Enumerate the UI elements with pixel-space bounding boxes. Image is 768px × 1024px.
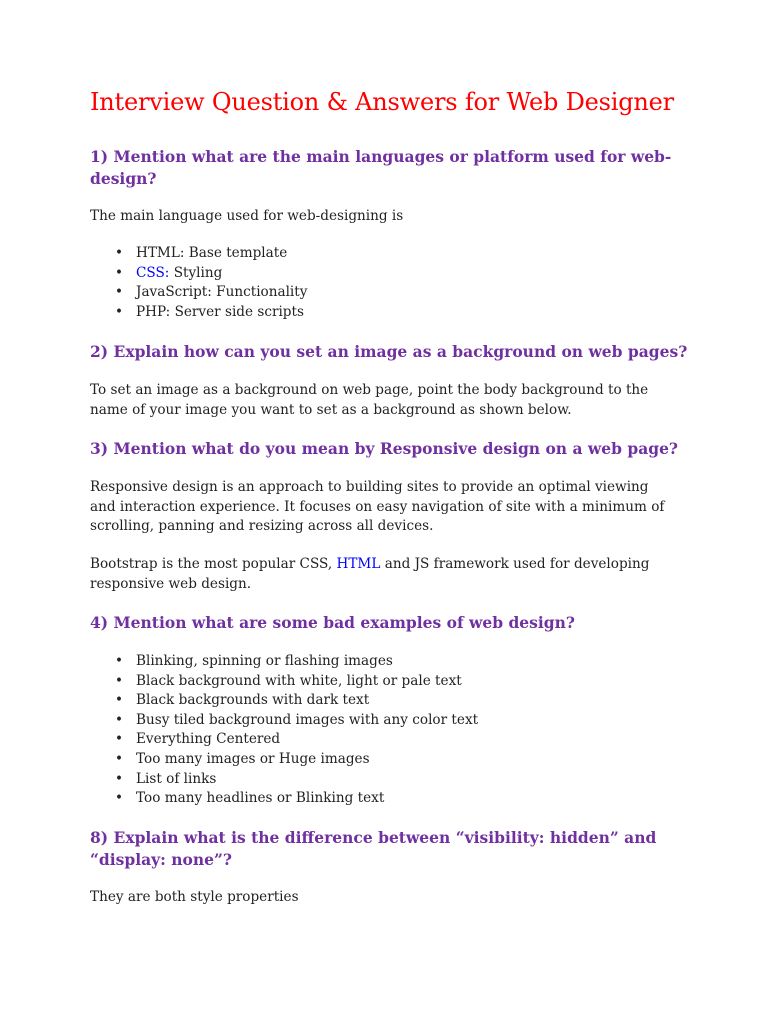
list-item [90,691,478,711]
list-item [90,750,478,770]
answer-line: Bootstrap is the most popular CSS, [90,556,337,572]
bullet: • [115,245,124,261]
bullet: • [115,672,124,689]
question-1-line-1: 1) Mention what are the main languages or platform used for web- [90,147,672,166]
list-item-text: Busy tiled background images with any color text [136,711,479,728]
question-1-heading [90,146,690,190]
answer-line: responsive web design. [90,575,252,592]
list-item-text: PHP: Server side scripts [136,303,304,320]
bullet: • [115,264,124,281]
list-item [90,244,307,264]
css-link[interactable]: CSS: [136,264,170,281]
question-1-line-2: design? [90,169,157,188]
list-item [90,770,478,790]
list-item [90,283,307,303]
list-item-text: Everything Centered [136,731,281,748]
bullet: • [115,750,124,767]
html-link[interactable]: HTML [336,556,381,572]
bootstrap-paragraph [90,555,690,594]
bad-examples-list [90,652,478,809]
list-item-text: JavaScript: Functionality [136,284,308,301]
list-item [90,264,307,284]
list-item-text: Blinking, spinning or flashing images [136,653,393,669]
question-3-heading: 3) Mention what do you mean by Responsive design on a web page? [90,439,679,458]
question-8-line-2: “display: none”? [90,850,232,869]
bullet: • [115,790,124,807]
bullet: • [115,284,124,301]
question-1-intro: The main language used for web-designing is [90,208,404,224]
answer-line: To set an image as a background on web page, point the body background to the [90,382,649,398]
question-3-answer [90,478,690,537]
list-item-text: Styling [169,264,223,281]
page-title: Interview Question & Answers for Web Designer [90,88,674,116]
question-8-heading [90,827,690,871]
bullet: • [115,692,124,709]
list-item-text: Black backgrounds with dark text [136,692,370,709]
question-2-heading: 2) Explain how can you set an image as a background on web pages? [90,342,688,361]
list-item [90,652,478,672]
question-8-answer: They are both style properties [90,889,299,905]
answer-line: scrolling, panning and resizing across all devices. [90,518,434,535]
languages-list [90,244,307,322]
bullet: • [115,303,124,320]
list-item-text: Too many images or Huge images [136,750,370,767]
list-item-text: HTML: Base template [136,245,288,261]
answer-line: and JS framework used for developing [380,556,650,572]
bullet: • [115,653,124,669]
list-item [90,672,478,692]
bullet: • [115,770,124,787]
list-item-text: Too many headlines or Blinking text [136,790,385,807]
answer-line: name of your image you want to set as a background as shown below. [90,401,572,418]
list-item [90,303,307,323]
bullet: • [115,731,124,748]
answer-line: Responsive design is an approach to building sites to provide an optimal viewing [90,479,649,495]
list-item [90,730,478,750]
list-item [90,789,478,809]
list-item-text: Black background with white, light or pale text [136,672,462,689]
question-8-line-1: 8) Explain what is the difference between “visibility: hidden” and [90,828,657,847]
bullet: • [115,711,124,728]
list-item [90,711,478,731]
answer-line: and interaction experience. It focuses on easy navigation of site with a minimum of [90,498,665,515]
question-4-heading: 4) Mention what are some bad examples of web design? [90,613,575,632]
question-2-answer [90,381,690,420]
list-item-text: List of links [136,770,217,787]
